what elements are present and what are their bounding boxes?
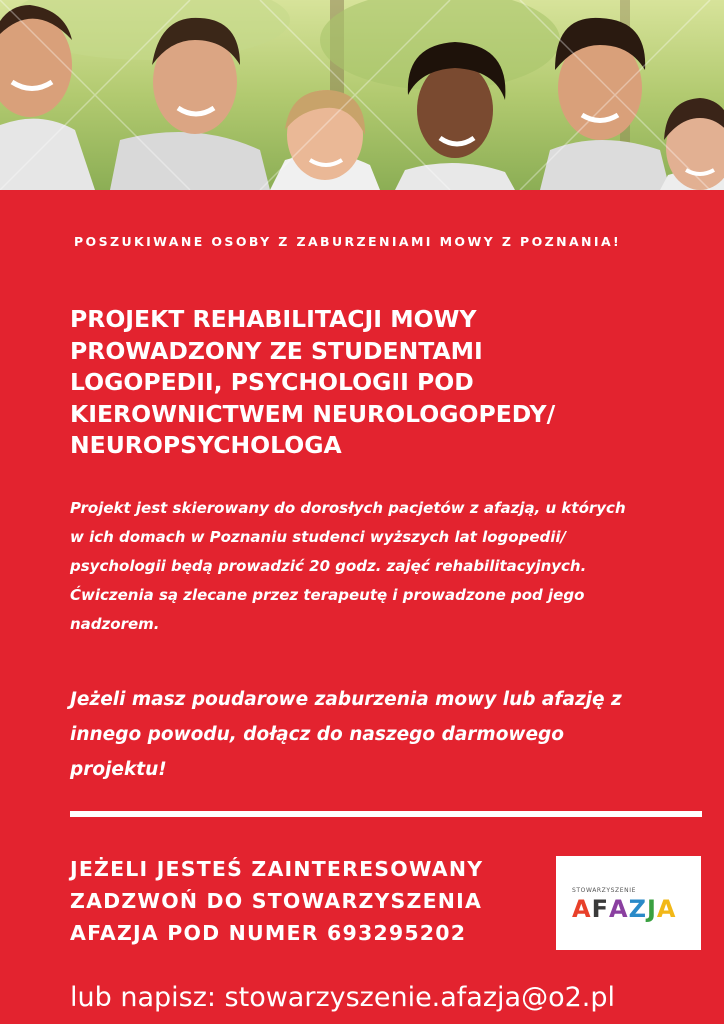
- logo-small-text: STOWARZYSZENIE: [572, 887, 637, 894]
- invitation-line: Jeżeli masz poudarowe zaburzenia mowy lub afazję z: [70, 689, 622, 710]
- logo-letter: F: [591, 895, 609, 923]
- headline-line: KIEROWNICTWEM NEUROLOGOPEDY/: [70, 399, 556, 428]
- people-photo-illustration: [0, 0, 724, 190]
- description-paragraph: [70, 494, 690, 639]
- invitation-paragraph: [70, 682, 710, 787]
- afazja-logo: [556, 856, 701, 950]
- headline-line: PROWADZONY ZE STUDENTAMI: [70, 336, 483, 365]
- logo-wordmark: [572, 895, 676, 923]
- logo-letter: A: [656, 895, 677, 923]
- contact-block: [70, 853, 550, 949]
- contact-line: ZADZWOŃ DO STOWARZYSZENIA: [70, 889, 483, 913]
- header-photo-group-of-young-people: [0, 0, 724, 190]
- contact-line: JEŻELI JESTEŚ ZAINTERESOWANY: [70, 857, 484, 881]
- kicker-text: POSZUKIWANE OSOBY Z ZABURZENIAMI MOWY Z POZNANIA!: [74, 234, 622, 249]
- logo-letter: J: [646, 895, 657, 923]
- description-line: Ćwiczenia są zlecane przez terapeutę i prowadzone pod jego: [70, 586, 585, 604]
- logo-letter: A: [572, 895, 592, 923]
- description-line: nadzorem.: [70, 615, 160, 633]
- logo-letter: Z: [628, 895, 647, 923]
- invitation-line: projektu!: [70, 759, 167, 780]
- description-line: psychologii będą prowadzić 20 godz. zajęć rehabilitacyjnych.: [70, 557, 587, 575]
- headline-line: LOGOPEDII, PSYCHOLOGII POD: [70, 368, 474, 396]
- description-line: Projekt jest skierowany do dorosłych pacjetów z afazją, u których: [70, 499, 626, 517]
- logo-letter: A: [608, 895, 629, 923]
- headline-line: PROJEKT REHABILITACJI MOWY: [70, 305, 477, 333]
- headline-line: NEUROPSYCHOLOGA: [70, 431, 342, 459]
- divider-line: [70, 811, 702, 817]
- description-line: w ich domach w Poznaniu studenci wyższych lat logopedii/: [70, 528, 567, 546]
- headline: [70, 304, 630, 462]
- email-contact-text: lub napisz: stowarzyszenie.afazja@o2.pl: [70, 982, 615, 1013]
- contact-line: AFAZJA POD NUMER 693295202: [70, 921, 467, 945]
- invitation-line: innego powodu, dołącz do naszego darmowego: [70, 724, 564, 745]
